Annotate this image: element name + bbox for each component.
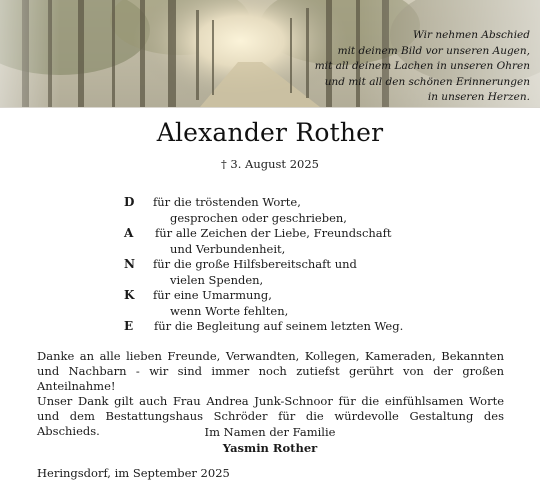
death-date: † 3. August 2025 (221, 157, 319, 171)
acrostic-row (124, 319, 454, 335)
header-divider (0, 107, 540, 108)
acrostic-letter: A (124, 226, 134, 240)
acrostic-letter: N (124, 257, 135, 271)
acrostic-row (124, 304, 454, 320)
acrostic-row (124, 288, 454, 304)
acrostic-line: für die Begleitung auf seinem letzten Weg. (154, 319, 404, 333)
header-forest-image (0, 0, 540, 107)
acrostic-line: für eine Umarmung, (153, 288, 272, 302)
acrostic-line: und Verbundenheit, (170, 241, 286, 256)
signature-intro: Im Namen der Familie (204, 425, 336, 439)
acrostic-row (124, 226, 454, 242)
acrostic-line: für alle Zeichen der Liebe, Freundschaft (155, 226, 392, 240)
acrostic-letter: D (124, 195, 135, 209)
quote-line: mit all deinem Lachen in unseren Ohren (314, 60, 530, 72)
acrostic-row (124, 195, 454, 211)
deceased-name: Alexander Rother (156, 118, 384, 147)
acrostic-letter: E (124, 319, 134, 333)
farewell-quote (230, 28, 530, 106)
danke-acrostic (124, 195, 454, 335)
quote-line: Wir nehmen Abschied (413, 29, 530, 41)
quote-line: mit deinem Bild vor unseren Augen, (337, 44, 530, 57)
acrostic-line: für die große Hilfsbereitschaft und (153, 257, 357, 271)
quote-line: und mit all den schönen Erinnerungen (324, 75, 530, 88)
acrostic-row (124, 211, 454, 227)
acrostic-line: vielen Spenden, (170, 272, 264, 287)
acrostic-letter: K (124, 288, 135, 302)
acrostic-line: gesprochen oder geschrieben, (170, 210, 347, 225)
acrostic-row (124, 242, 454, 258)
place-and-date: Heringsdorf, im September 2025 (37, 466, 230, 480)
paragraph: Unser Dank gilt auch Frau Andrea Junk-Schnoor für die einfühlsamen Worte und dem Bestattungshaus Schröder für die würdevolle Gestaltung des Abschieds. (37, 394, 504, 438)
signature-name: Yasmin Rother (222, 441, 318, 455)
acrostic-row (124, 257, 454, 273)
acrostic-line: für die tröstenden Worte, (153, 195, 301, 209)
acrostic-line: wenn Worte fehlten, (170, 303, 289, 318)
acrostic-row (124, 273, 454, 289)
paragraph: Danke an alle lieben Freunde, Verwandten, Kollegen, Kameraden, Bekannten und Nachbarn - wir sind immer noch zutiefst gerührt von der großen Anteilnahme! (37, 349, 504, 393)
quote-line: in unseren Herzen. (427, 91, 530, 103)
